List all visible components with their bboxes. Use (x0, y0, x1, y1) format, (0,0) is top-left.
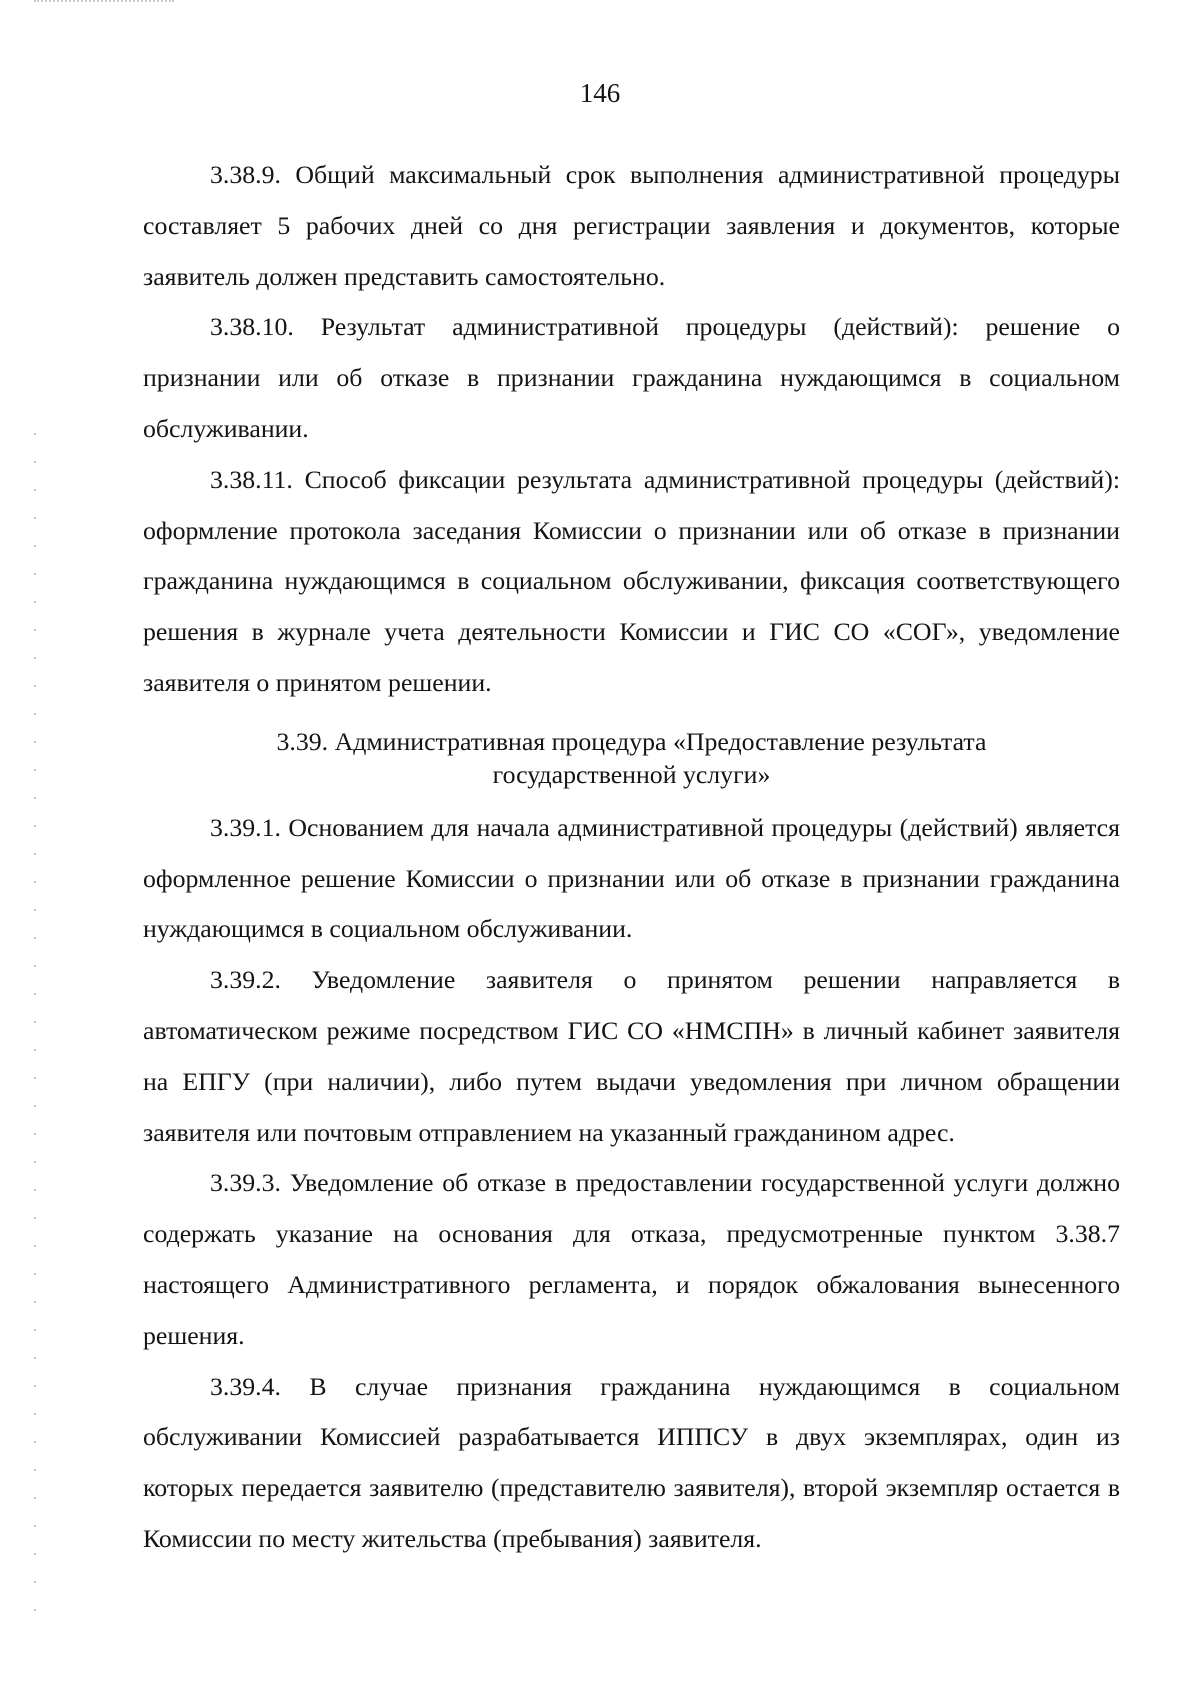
paragraph-3-39-3: 3.39.3. Уведомление об отказе в предоставлении государственной услуги должно содержать указание на основания для отказа, предусмотренные пунктом 3.38.7 настоящего Административного регламента, и порядок обжалования вынесенного решения. (143, 1168, 1120, 1350)
paragraph-3-39-1: 3.39.1. Основанием для начала административной процедуры (действий) является оформленное решение Комиссии о признании или об отказе в признании гражданина нуждающимся в социальном обслуживании. (143, 812, 1120, 944)
section-heading-line-2: государственной услуги» (492, 759, 771, 789)
section-heading-3-39 (143, 725, 1120, 791)
section-heading-line-1: 3.39. Административная процедура «Предоставление результата (276, 726, 987, 756)
scan-artifact-top (34, 0, 174, 5)
paragraph-3-38-9: 3.38.9. Общий максимальный срок выполнения административной процедуры составляет 5 рабочих дней со дня регистрации заявления и документов, которые заявитель должен представить самостоятельно. (143, 160, 1120, 291)
paragraph-3-39-2: 3.39.2. Уведомление заявителя о принятом решении направляется в автоматическом режиме посредством ГИС СО «НМСПН» в личный кабинет заявителя на ЕПГУ (при наличии), либо путем выдачи уведомления при личном обращении заявителя или почтовым отправлением на указанный гражданином адрес. (143, 965, 1120, 1147)
paragraph-3-38-10: 3.38.10. Результат административной процедуры (действий): решение о признании или об отказе в признании гражданина нуждающимся в социальном обслуживании. (143, 312, 1120, 443)
paragraph-3-38-11: 3.38.11. Способ фиксации результата административной процедуры (действий): оформление протокола заседания Комиссии о признании или об отказе в признании гражданина нуждающимся в социальном обслуживании, фиксация соответствующего решения в журнале учета деятельности Комиссии и ГИС СО «СОГ», уведомление заявителя о принятом решении. (143, 464, 1120, 697)
page-number: 146 (579, 78, 621, 108)
paragraph-3-39-4: 3.39.4. В случае признания гражданина нуждающимся в социальном обслуживании Комиссией разрабатывается ИППСУ в двух экземплярах, один из которых передается заявителю (представителю заявителя), второй экземпляр остается в Комиссии по месту жительства (пребывания) заявителя. (143, 1371, 1120, 1553)
scan-artifact-edge (34, 420, 36, 1620)
document-body (143, 150, 1120, 1565)
